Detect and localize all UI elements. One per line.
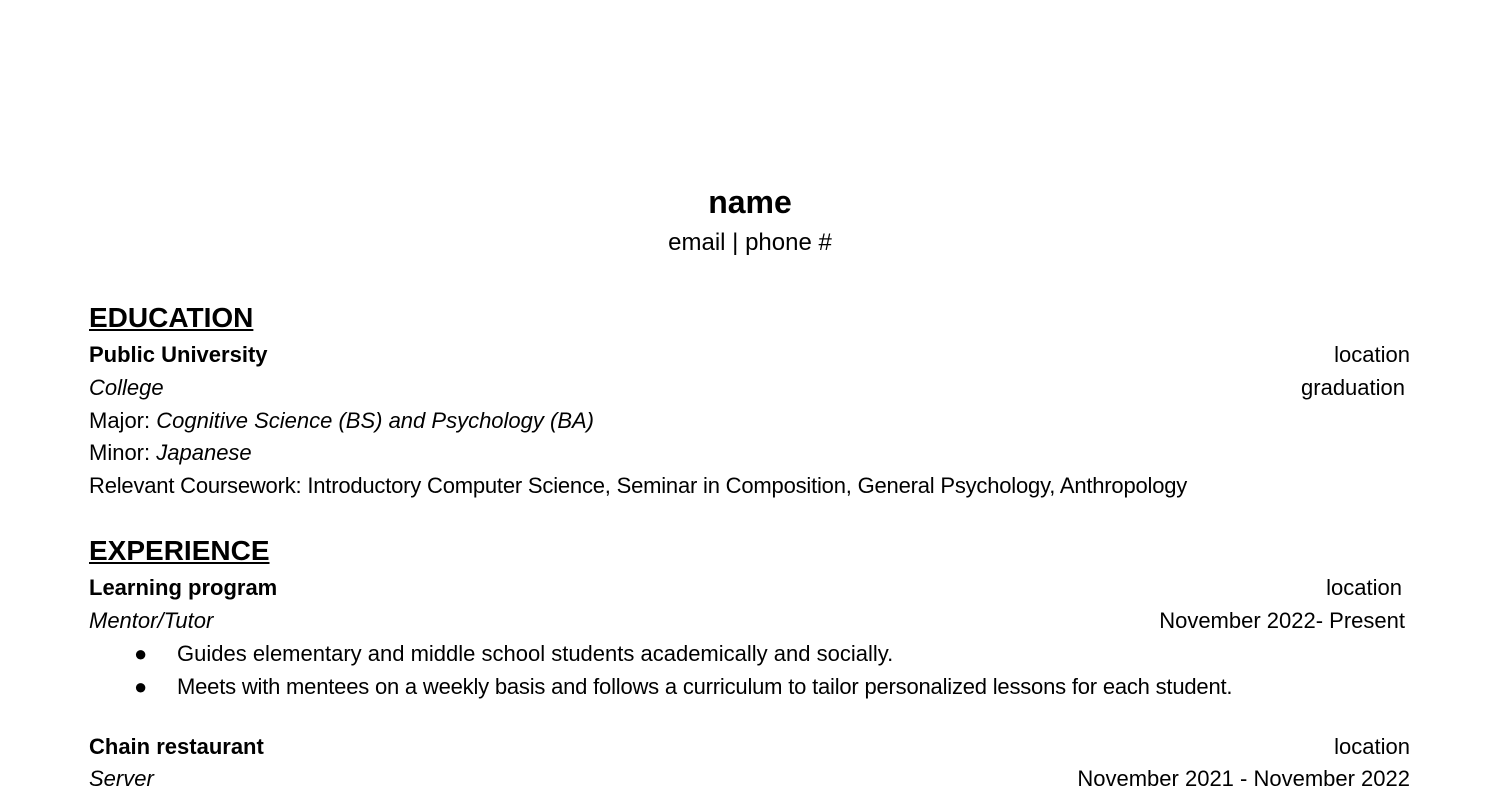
job-org: Learning program bbox=[89, 575, 278, 600]
job-role: Mentor/Tutor bbox=[89, 608, 214, 633]
resume-name: name bbox=[708, 184, 792, 220]
job-bullet bbox=[134, 640, 893, 668]
school-name: Public University bbox=[89, 342, 268, 367]
job-role: Server bbox=[89, 766, 154, 791]
minor-line bbox=[89, 439, 252, 467]
college-name: College bbox=[89, 375, 164, 400]
experience-heading: EXPERIENCE bbox=[89, 535, 270, 566]
bullet-text: Meets with mentees on a weekly basis and follows a curriculum to tailor personalized lessons for each student. bbox=[177, 674, 1233, 699]
graduation-date: graduation bbox=[1301, 375, 1405, 400]
coursework-line: Relevant Coursework: Introductory Computer Science, Seminar in Composition, General Psychology, Anthropology bbox=[89, 473, 1188, 498]
major-line bbox=[89, 407, 594, 435]
bullet-icon: ● bbox=[134, 641, 148, 666]
bullet-text: Guides elementary and middle school students academically and socially. bbox=[177, 641, 894, 666]
job-dates: November 2022- Present bbox=[1159, 608, 1405, 633]
job-org: Chain restaurant bbox=[89, 734, 264, 759]
minor-label: Minor: bbox=[89, 440, 157, 465]
job-location: location bbox=[1334, 734, 1410, 759]
education-heading: EDUCATION bbox=[89, 302, 254, 333]
contact-line: email | phone # bbox=[668, 229, 832, 256]
major-value: Cognitive Science (BS) and Psychology (BA) bbox=[156, 408, 595, 433]
job-bullet bbox=[134, 673, 1232, 701]
major-label: Major: bbox=[89, 408, 157, 433]
job-location: location bbox=[1326, 575, 1402, 600]
job-dates: November 2021 - November 2022 bbox=[1077, 766, 1410, 791]
school-location: location bbox=[1334, 342, 1410, 367]
bullet-icon: ● bbox=[134, 674, 148, 699]
minor-value: Japanese bbox=[156, 440, 252, 465]
